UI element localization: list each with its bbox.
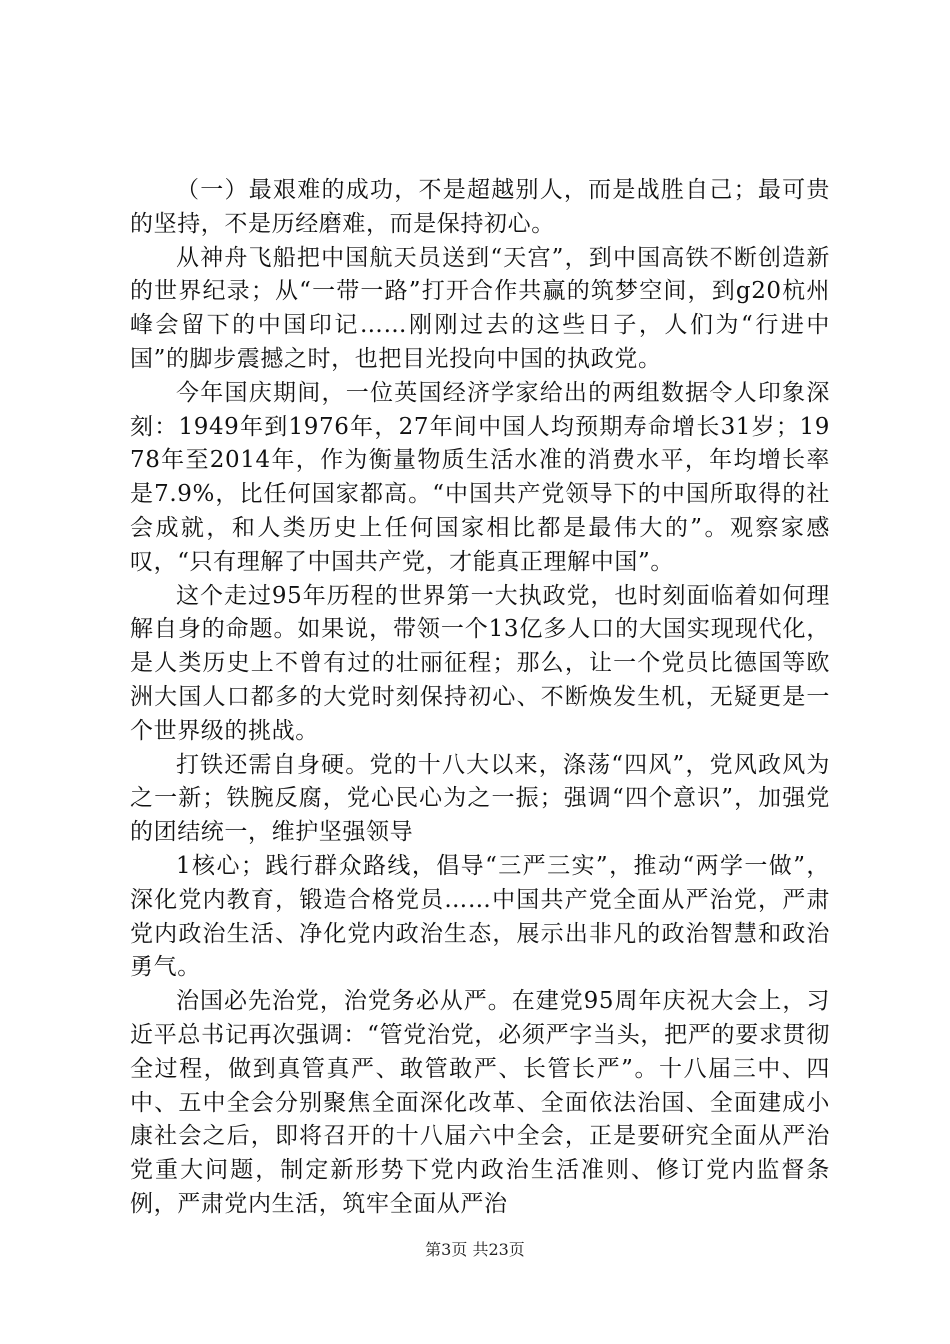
paragraph-3: 今年国庆期间，一位英国经济学家给出的两组数据令人印象深刻：1949年到1976年，27年间中国人均预期寿命增长31岁；1978年至2014年，作为衡量物质生活水准的消费水平，年均增长率是7.9%，比任何国家都高。“中国共产党领导下的中国所取得的社会成就，和人类历史上任何国家相比都是最伟大的”。观察家感叹，“只有理解了中国共产党，才能真正理解中国”。 (130, 379, 830, 575)
paragraph-1: （一）最艰难的成功，不是超越别人，而是战胜自己；最可贵的坚持，不是历经磨难，而是保持初心。 (130, 177, 830, 237)
paragraph-7: 治国必先治党，治党务必从严。在建党95周年庆祝大会上，习近平总书记再次强调：“管党治党，必须严字当头，把严的要求贯彻全过程，做到真管真严、敢管敢严、长管长严”。十八届三中、四中、五中全会分别聚焦全面深化改革、全面依法治国、全面建成小康社会之后，即将召开的十八届六中全会，正是要研究全面从严治党重大问题，制定新形势下党内政治生活准则、修订党内监督条例，严肃党内生活，筑牢全面从严治 (130, 988, 830, 1217)
paragraph-5: 打铁还需自身硬。党的十八大以来，涤荡“四风”，党风政风为之一新；铁腕反腐，党心民心为之一振；强调“四个意识”，加强党的团结统一，维护坚强领导 (130, 751, 830, 846)
document-body (130, 174, 830, 1222)
paragraph-6: 1核心；践行群众路线，倡导“三严三实”，推动“两学一做”，深化党内教育，锻造合格党员……中国共产党全面从严治党，严肃党内政治生活、净化党内政治生态，展示出非凡的政治智慧和政治勇气。 (130, 852, 830, 981)
paragraph-2: 从神舟飞船把中国航天员送到“天宫”，到中国高铁不断创造新的世界纪录；从“一带一路”打开合作共赢的筑梦空间，到g20杭州峰会留下的中国印记……刚刚过去的这些日子，人们为“行进中国”的脚步震撼之时，也把目光投向中国的执政党。 (130, 244, 830, 372)
paragraph-4: 这个走过95年历程的世界第一大执政党，也时刻面临着如何理解自身的命题。如果说，带领一个13亿多人口的大国实现现代化，是人类历史上不曾有过的壮丽征程；那么，让一个党员比德国等欧洲大国人口都多的大党时刻保持初心、不断焕发生机，无疑更是一个世界级的挑战。 (130, 582, 830, 744)
page-footer: 第3页 共23页 (425, 1240, 525, 1259)
